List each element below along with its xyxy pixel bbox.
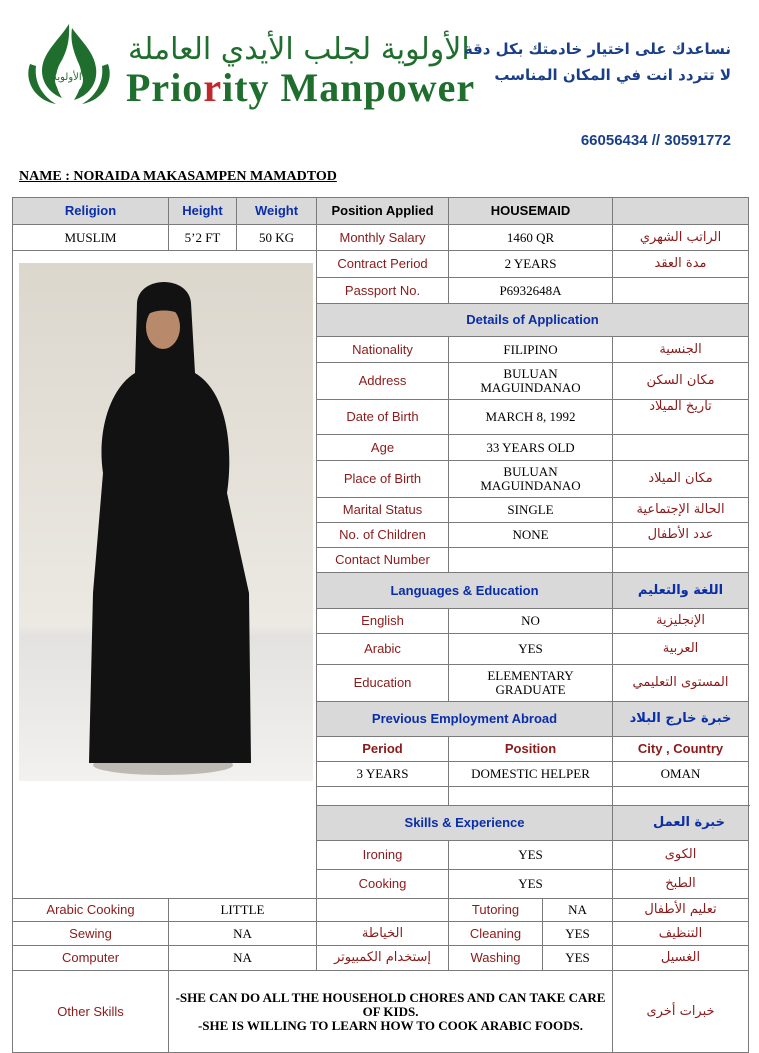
employment-header-ar: خبرة خارج البلاد: [613, 702, 749, 737]
company-name-accent: r: [203, 65, 223, 110]
city-country-header: City , Country: [613, 737, 749, 762]
position-header: Position: [449, 737, 613, 762]
employment-position-value: DOMESTIC HELPER: [449, 762, 613, 787]
candidate-name: NAME : NORAIDA MAKASAMPEN MAMADTOD: [19, 169, 337, 184]
computer-value: NA: [169, 946, 317, 971]
arabic-ar: العربية: [613, 634, 749, 665]
person-silhouette-icon: [19, 263, 313, 781]
marital-value: SINGLE: [449, 498, 613, 523]
education-label: Education: [317, 665, 449, 702]
cleaning-value: YES: [543, 922, 613, 946]
company-name-english: [126, 64, 475, 111]
slogan-line-1: نساعدك على اختيار خادمتك بكل دقة: [463, 40, 731, 58]
passport-value: P6932648A: [449, 278, 613, 304]
pob-ar: مكان الميلاد: [613, 461, 749, 498]
other-skills-label: Other Skills: [13, 971, 169, 1053]
other-skills-line-1: -SHE CAN DO ALL THE HOUSEHOLD CHORES AND CAN TAKE CARE OF KIDS.: [175, 989, 606, 1019]
ironing-value: YES: [449, 841, 613, 870]
company-name-arabic: الأولوية لجلب الأيدي العاملة: [128, 32, 470, 67]
washing-label: Washing: [449, 946, 543, 971]
nationality-value: FILIPINO: [449, 337, 613, 363]
cooking-label: Cooking: [317, 870, 449, 899]
sewing-value: NA: [169, 922, 317, 946]
position-applied-label: Position Applied: [317, 198, 449, 225]
arabic-cooking-value: LITTLE: [169, 899, 317, 922]
ironing-label: Ironing: [317, 841, 449, 870]
arabic-cooking-ar: [317, 899, 449, 922]
logo-text: الأولوية: [52, 72, 82, 83]
photo-cell: [13, 251, 317, 899]
pob-value: BULUAN MAGUINDANAO: [449, 461, 613, 498]
employment-header: Previous Employment Abroad: [317, 702, 613, 737]
details-header: Details of Application: [317, 304, 749, 337]
arabic-value: YES: [449, 634, 613, 665]
age-label: Age: [317, 435, 449, 461]
other-skills-line-2: -SHE IS WILLING TO LEARN HOW TO COOK ARABIC FOODS.: [197, 1017, 584, 1033]
nationality-label: Nationality: [317, 337, 449, 363]
english-label: English: [317, 609, 449, 634]
marital-label: Marital Status: [317, 498, 449, 523]
sewing-ar: الخياطة: [317, 922, 449, 946]
children-label: No. of Children: [317, 523, 449, 548]
passport-label: Passport No.: [317, 278, 449, 304]
washing-ar: الغسيل: [613, 946, 749, 971]
position-applied-value: HOUSEMAID: [449, 198, 613, 225]
cleaning-ar: التنظيف: [613, 922, 749, 946]
company-logo: [20, 20, 118, 106]
passport-ar: [613, 278, 749, 304]
period-value: 3 YEARS: [317, 762, 449, 787]
arabic-cooking-label: Arabic Cooking: [13, 899, 169, 922]
english-value: NO: [449, 609, 613, 634]
tutoring-ar: تعليم الأطفال: [613, 899, 749, 922]
computer-ar: إستخدام الكمبيوتر: [317, 946, 449, 971]
marital-ar: الحالة الإجتماعية: [613, 498, 749, 523]
religion-value: MUSLIM: [13, 225, 169, 251]
other-skills-text: [169, 971, 613, 1053]
arabic-label: Arabic: [317, 634, 449, 665]
education-value: ELEMENTARY GRADUATE: [449, 665, 613, 702]
cv-table: [12, 197, 749, 1053]
tutoring-label: Tutoring: [449, 899, 543, 922]
skills-header: Skills & Experience: [317, 806, 613, 841]
age-value: 33 YEARS OLD: [449, 435, 613, 461]
logo-emblem-icon: [20, 20, 118, 106]
education-ar: المستوى التعليمي: [613, 665, 749, 702]
height-value: 5’2 FT: [169, 225, 237, 251]
height-header: Height: [169, 198, 237, 225]
empty-cell: [449, 787, 613, 806]
skills-header-ar: خبرة العمل: [613, 806, 749, 841]
english-ar: الإنجليزية: [613, 609, 749, 634]
salary-ar: الراتب الشهري: [613, 225, 749, 251]
cooking-value: YES: [449, 870, 613, 899]
address-ar: مكان السكن: [613, 363, 749, 400]
contact-label: Contact Number: [317, 548, 449, 573]
phone-numbers: 66056434 // 30591772: [580, 132, 731, 149]
slogan-line-2: لا تتردد انت في المكان المناسب: [494, 66, 731, 84]
company-name-part: ity Manpower: [222, 65, 476, 110]
languages-header: Languages & Education: [317, 573, 613, 609]
address-label: Address: [317, 363, 449, 400]
pob-label: Place of Birth: [317, 461, 449, 498]
position-applied-ar: [613, 198, 749, 225]
empty-cell: [613, 787, 749, 806]
address-value: BULUAN MAGUINDANAO: [449, 363, 613, 400]
contact-value: [449, 548, 613, 573]
contract-label: Contract Period: [317, 251, 449, 278]
company-name-part: Prio: [126, 65, 204, 110]
children-value: NONE: [449, 523, 613, 548]
contract-ar: مدة العقد: [613, 251, 749, 278]
washing-value: YES: [543, 946, 613, 971]
other-skills-ar: خبرات أخرى: [613, 971, 749, 1053]
contract-value: 2 YEARS: [449, 251, 613, 278]
languages-header-ar: اللغة والتعليم: [613, 573, 749, 609]
weight-value: 50 KG: [237, 225, 317, 251]
empty-cell: [317, 787, 449, 806]
religion-header: Religion: [13, 198, 169, 225]
age-ar: [613, 435, 749, 461]
contact-ar: [613, 548, 749, 573]
dob-value: MARCH 8, 1992: [449, 400, 613, 435]
cleaning-label: Cleaning: [449, 922, 543, 946]
dob-label: Date of Birth: [317, 400, 449, 435]
cooking-ar: الطبخ: [613, 870, 749, 899]
weight-header: Weight: [237, 198, 317, 225]
dob-ar: تاريخ الميلاد: [613, 400, 749, 435]
tutoring-value: NA: [543, 899, 613, 922]
ironing-ar: الكوى: [613, 841, 749, 870]
candidate-photo: [19, 263, 313, 781]
children-ar: عدد الأطفال: [613, 523, 749, 548]
country-value: OMAN: [613, 762, 749, 787]
period-header: Period: [317, 737, 449, 762]
sewing-label: Sewing: [13, 922, 169, 946]
computer-label: Computer: [13, 946, 169, 971]
nationality-ar: الجنسية: [613, 337, 749, 363]
salary-value: 1460 QR: [449, 225, 613, 251]
salary-label: Monthly Salary: [317, 225, 449, 251]
